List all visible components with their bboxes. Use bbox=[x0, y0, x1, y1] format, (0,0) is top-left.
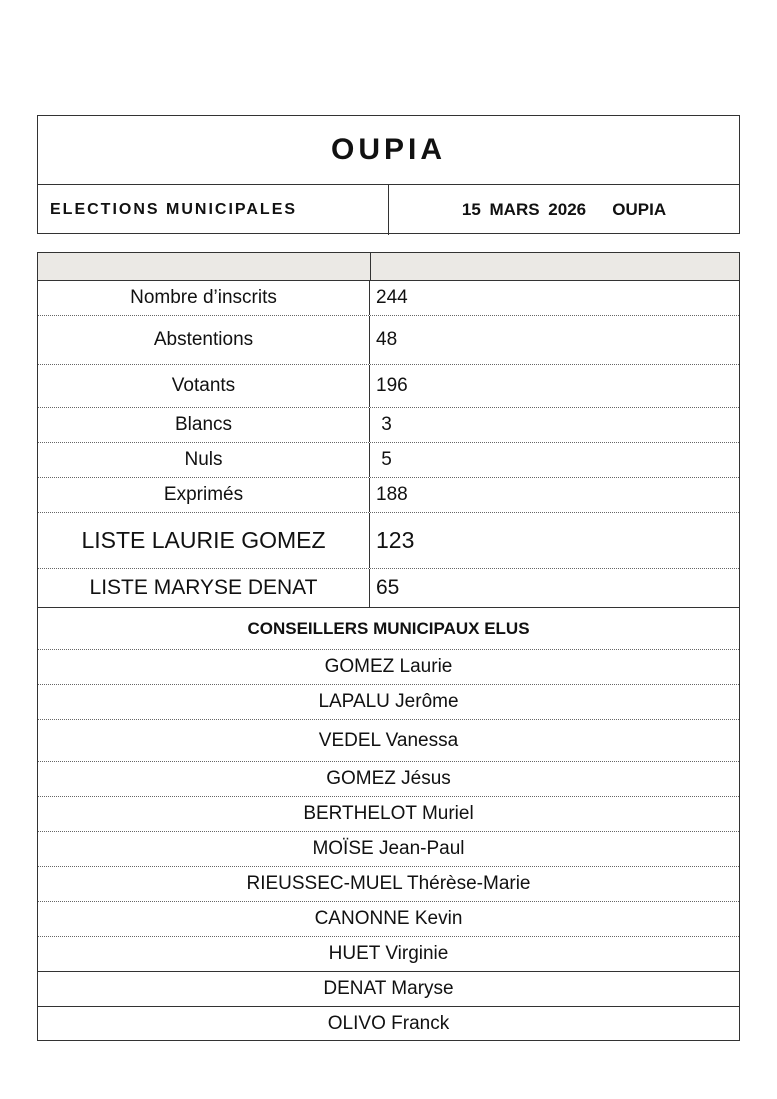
stat-row-blancs bbox=[38, 408, 739, 443]
stat-label: Nombre d’inscrits bbox=[38, 281, 370, 315]
stat-row-votants bbox=[38, 365, 739, 408]
stat-label: LISTE MARYSE DENAT bbox=[38, 569, 370, 607]
stat-value: 65 bbox=[376, 576, 400, 599]
stat-value: 196 bbox=[376, 375, 408, 396]
elected-row: GOMEZ Laurie bbox=[38, 650, 739, 685]
elected-row: DENAT Maryse bbox=[38, 972, 739, 1007]
stat-row-inscrits bbox=[38, 281, 739, 316]
stat-row-liste-gomez bbox=[38, 513, 739, 569]
stat-value: 3 bbox=[376, 414, 392, 435]
stat-row-liste-denat bbox=[38, 569, 739, 608]
elected-section-title: CONSEILLERS MUNICIPAUX ELUS bbox=[38, 608, 739, 650]
elected-row: CANONNE Kevin bbox=[38, 902, 739, 937]
election-type: ELECTIONS MUNICIPALES bbox=[38, 185, 389, 235]
results-table bbox=[37, 252, 740, 1041]
stat-label: Nuls bbox=[38, 443, 370, 477]
stat-label: Abstentions bbox=[38, 316, 370, 364]
stat-row-nuls bbox=[38, 443, 739, 478]
header-box bbox=[37, 115, 740, 234]
elected-row: RIEUSSEC-MUEL Thérèse-Marie bbox=[38, 867, 739, 902]
elected-row: HUET Virginie bbox=[38, 937, 739, 972]
table-header-left bbox=[38, 253, 371, 280]
stat-value: 123 bbox=[376, 527, 415, 553]
elected-row: VEDEL Vanessa bbox=[38, 720, 739, 762]
elected-row: LAPALU Jerôme bbox=[38, 685, 739, 720]
stat-value: 188 bbox=[376, 484, 408, 505]
election-date-place: 15 MARS 2026 OUPIA bbox=[461, 200, 667, 219]
stat-row-abstentions bbox=[38, 316, 739, 365]
elected-row: BERTHELOT Muriel bbox=[38, 797, 739, 832]
stat-label: Blancs bbox=[38, 408, 370, 442]
town-title: OUPIA bbox=[38, 116, 739, 185]
elected-row: GOMEZ Jésus bbox=[38, 762, 739, 797]
elected-row: OLIVO Franck bbox=[327, 1012, 450, 1034]
stat-label: Votants bbox=[38, 365, 370, 407]
stat-label: Exprimés bbox=[38, 478, 370, 512]
stat-value: 48 bbox=[376, 329, 398, 350]
stat-label: LISTE LAURIE GOMEZ bbox=[38, 513, 370, 568]
table-header-row bbox=[38, 253, 739, 281]
elected-row: MOÏSE Jean-Paul bbox=[38, 832, 739, 867]
stat-row-exprimes bbox=[38, 478, 739, 513]
stat-value: 244 bbox=[376, 287, 408, 308]
header-subrow bbox=[38, 185, 739, 235]
stat-value: 5 bbox=[376, 449, 392, 470]
